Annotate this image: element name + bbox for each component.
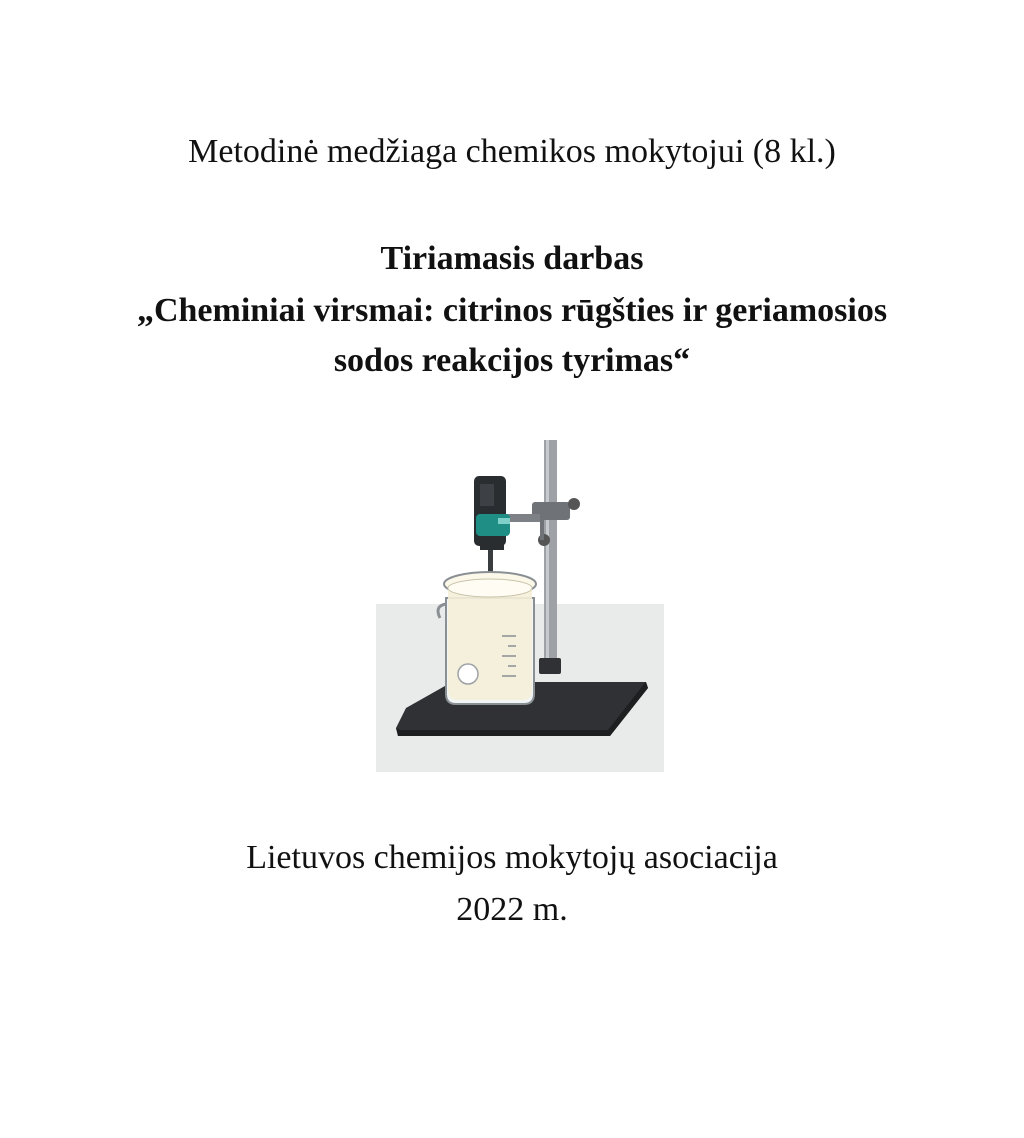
rod-foot: [539, 658, 561, 674]
organization-name: Lietuvos chemijos mokytojų asociacija: [246, 839, 778, 876]
stir-bar: [458, 664, 478, 684]
lab-setup-illustration: [376, 438, 664, 772]
document-subtitle: Metodinė medžiaga chemikos mokytojui (8 kl.): [188, 133, 836, 170]
lab-stand-beaker-sensor-icon: [376, 438, 664, 772]
document-title-line-1: Tiriamasis darbas: [380, 240, 644, 277]
sensor-accent-ring: [476, 514, 510, 536]
stand-rod: [544, 440, 557, 662]
document-title-line-3: sodos reakcijos tyrimas“: [333, 342, 691, 379]
document-title-line-2: „Cheminiai virsmai: citrinos rūgšties ir geriamosios: [136, 292, 888, 329]
liquid: [448, 588, 532, 700]
publication-year: 2022 m.: [456, 891, 568, 928]
